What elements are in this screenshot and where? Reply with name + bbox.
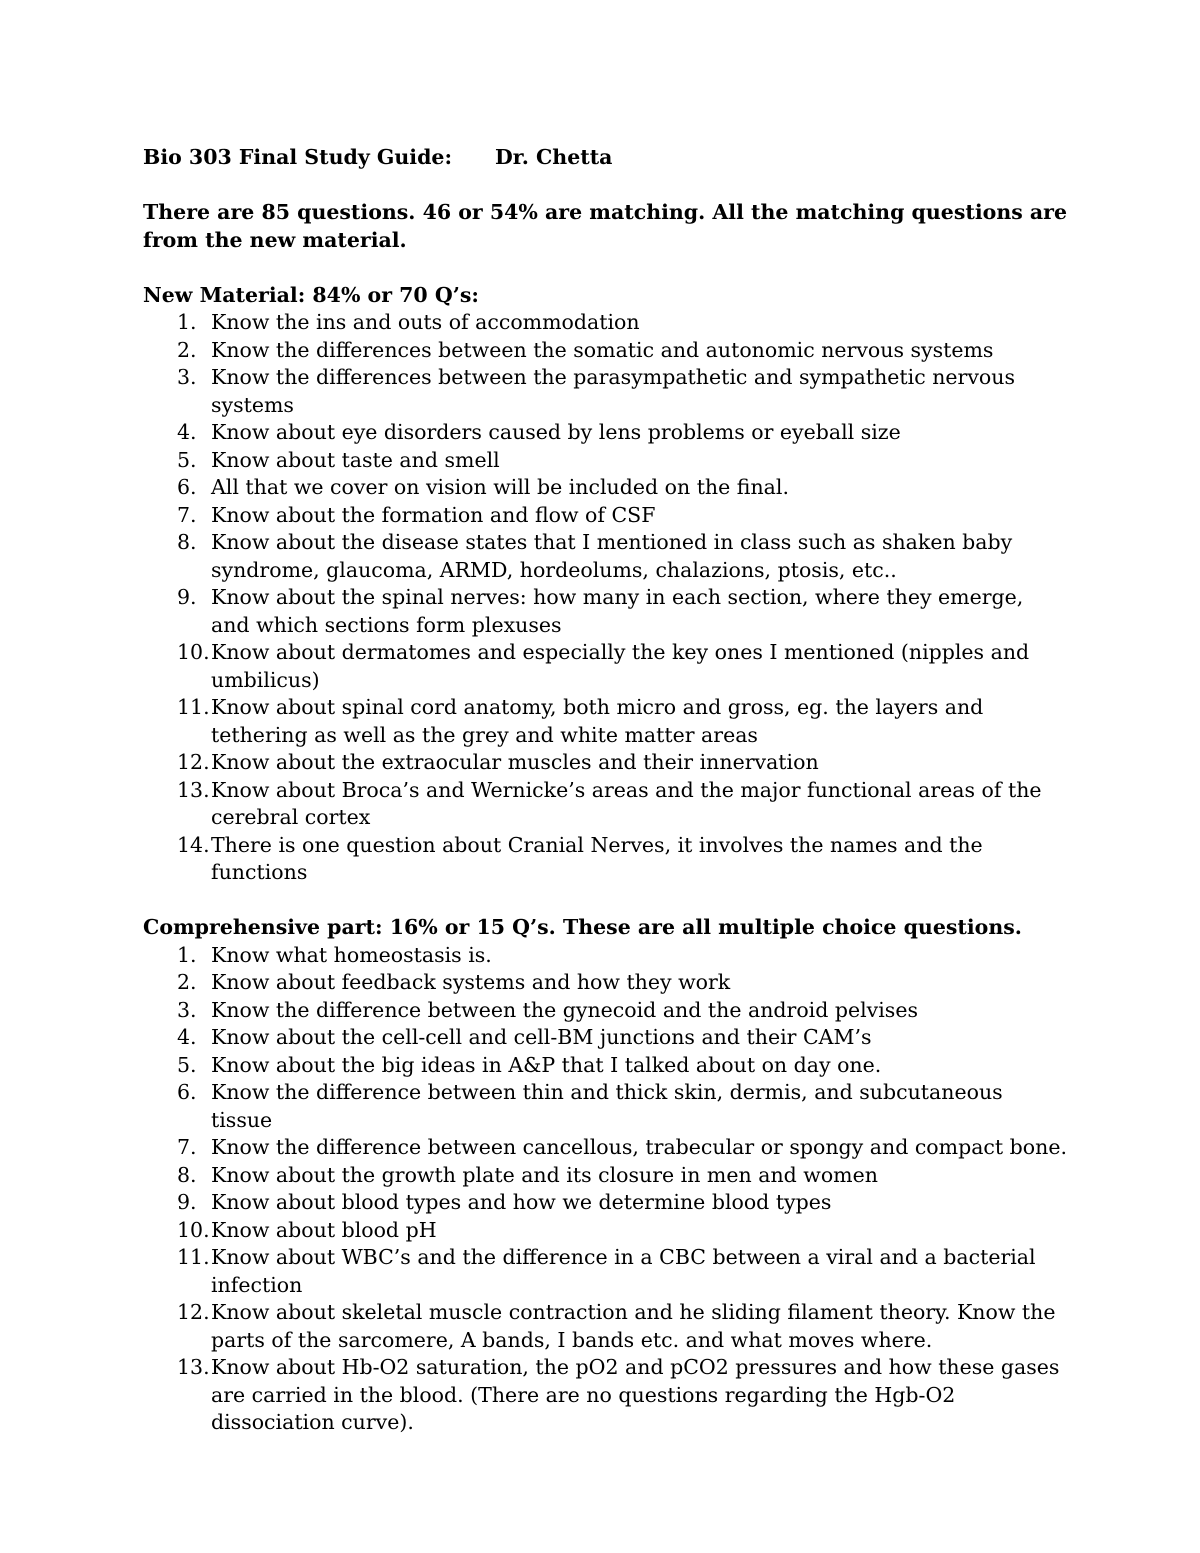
list-item	[143, 1189, 1068, 1217]
item-number: 8.	[177, 1162, 197, 1187]
new-material-list	[143, 309, 1068, 887]
item-number: 9.	[177, 1190, 197, 1214]
new-material-heading: New Material: 84% or 70 Q’s:	[143, 282, 479, 307]
item-text: Know about Hb-O2 saturation, the pO2 and pCO2 pressures and how these gases are carried in the blood. (There are no questions regarding the Hgb-O2 dissociation curve).	[211, 1355, 1060, 1434]
list-item	[143, 1079, 1068, 1134]
item-text: Know about spinal cord anatomy, both micro and gross, eg. the layers and tethering as well as the grey and white matter areas	[211, 695, 984, 747]
item-text: Know about WBC’s and the difference in a CBC between a viral and a bacterial infection	[211, 1245, 1036, 1297]
item-number: 14.	[177, 832, 210, 857]
item-text: Know the differences between the parasympathetic and sympathetic nervous systems	[211, 365, 1015, 417]
item-number: 9.	[177, 585, 197, 609]
document-title: Bio 303 Final Study Guide:	[143, 145, 453, 169]
item-number: 3.	[177, 365, 197, 389]
item-number: 10.	[177, 1217, 210, 1242]
list-item	[143, 364, 1068, 419]
item-text: Know what homeostasis is.	[211, 942, 492, 967]
item-number: 4.	[177, 1025, 197, 1049]
item-text: Know about eye disorders caused by lens problems or eyeball size	[211, 420, 901, 444]
item-number: 13.	[177, 777, 210, 802]
item-number: 2.	[177, 337, 197, 362]
item-number: 2.	[177, 970, 197, 994]
list-item	[143, 1244, 1068, 1299]
item-text: Know about the cell-cell and cell-BM junctions and their CAM’s	[211, 1025, 872, 1049]
item-text: Know about blood types and how we determine blood types	[211, 1190, 832, 1214]
intro-paragraph: There are 85 questions. 46 or 54% are matching. All the matching questions are from the new material.	[143, 200, 1068, 252]
item-number: 6.	[177, 475, 197, 499]
list-item	[143, 447, 1068, 475]
list-item	[143, 832, 1068, 887]
list-item	[143, 942, 1068, 970]
list-item	[143, 1217, 1068, 1245]
list-item	[143, 749, 1068, 777]
instructor-name: Dr. Chetta	[495, 145, 613, 169]
list-item	[143, 502, 1068, 530]
item-number: 7.	[177, 1135, 197, 1159]
comprehensive-list	[143, 942, 1068, 1437]
item-text: Know about dermatomes and especially the key ones I mentioned (nipples and umbilicus)	[211, 640, 1030, 692]
list-item	[143, 694, 1068, 749]
list-item	[143, 1299, 1068, 1354]
document-page	[143, 144, 1068, 1437]
item-number: 7.	[177, 502, 197, 527]
list-item	[143, 529, 1068, 584]
item-text: Know about blood pH	[211, 1217, 437, 1242]
list-item	[143, 969, 1068, 997]
list-item	[143, 1052, 1068, 1080]
item-number: 3.	[177, 997, 197, 1022]
item-number: 1.	[177, 942, 197, 967]
item-number: 4.	[177, 420, 197, 444]
list-item	[143, 1024, 1068, 1052]
list-item	[143, 639, 1068, 694]
item-text: Know about the spinal nerves: how many in each section, where they emerge, and which sections form plexuses	[211, 585, 1024, 637]
list-item	[143, 1354, 1068, 1437]
item-text: Know the difference between thin and thick skin, dermis, and subcutaneous tissue	[211, 1080, 1003, 1132]
item-text: Know the differences between the somatic and autonomic nervous systems	[211, 337, 994, 362]
list-item	[143, 997, 1068, 1025]
item-number: 11.	[177, 695, 210, 719]
item-text: Know about taste and smell	[211, 447, 500, 472]
item-text: Know the ins and outs of accommodation	[211, 310, 640, 334]
item-number: 11.	[177, 1245, 210, 1269]
item-text: Know the difference between cancellous, trabecular or spongy and compact bone.	[211, 1135, 1067, 1159]
item-text: Know the difference between the gynecoid and the android pelvises	[211, 997, 918, 1022]
item-number: 1.	[177, 310, 197, 334]
item-number: 12.	[177, 750, 210, 774]
list-item	[143, 777, 1068, 832]
item-text: Know about Broca’s and Wernicke’s areas and the major functional areas of the cerebral cortex	[211, 777, 1042, 829]
item-text: Know about skeletal muscle contraction and he sliding filament theory. Know the parts of the sarcomere, A bands, I bands etc. and what moves where.	[211, 1300, 1056, 1352]
list-item	[143, 419, 1068, 447]
item-number: 5.	[177, 447, 197, 472]
item-number: 5.	[177, 1052, 197, 1077]
item-text: Know about the extraocular muscles and their innervation	[211, 750, 819, 774]
list-item	[143, 337, 1068, 365]
item-text: Know about the growth plate and its closure in men and women	[211, 1162, 878, 1187]
list-item	[143, 1134, 1068, 1162]
item-number: 6.	[177, 1080, 197, 1104]
list-item	[143, 474, 1068, 502]
item-number: 10.	[177, 640, 210, 664]
title-line	[143, 144, 1068, 172]
item-text: Know about the big ideas in A&P that I talked about on day one.	[211, 1052, 882, 1077]
list-item	[143, 309, 1068, 337]
comprehensive-heading: Comprehensive part: 16% or 15 Q’s. These are all multiple choice questions.	[143, 915, 1022, 939]
list-item	[143, 1162, 1068, 1190]
list-item	[143, 584, 1068, 639]
item-text: Know about the disease states that I mentioned in class such as shaken baby syndrome, glaucoma, ARMD, hordeolums, chalazions, ptosis, etc..	[211, 530, 1013, 582]
item-number: 8.	[177, 530, 197, 554]
item-text: All that we cover on vision will be included on the final.	[211, 475, 789, 499]
item-text: Know about the formation and flow of CSF	[211, 502, 656, 527]
item-text: There is one question about Cranial Nerves, it involves the names and the functions	[211, 832, 983, 884]
item-number: 13.	[177, 1355, 210, 1379]
item-number: 12.	[177, 1300, 210, 1324]
item-text: Know about feedback systems and how they work	[211, 970, 731, 994]
